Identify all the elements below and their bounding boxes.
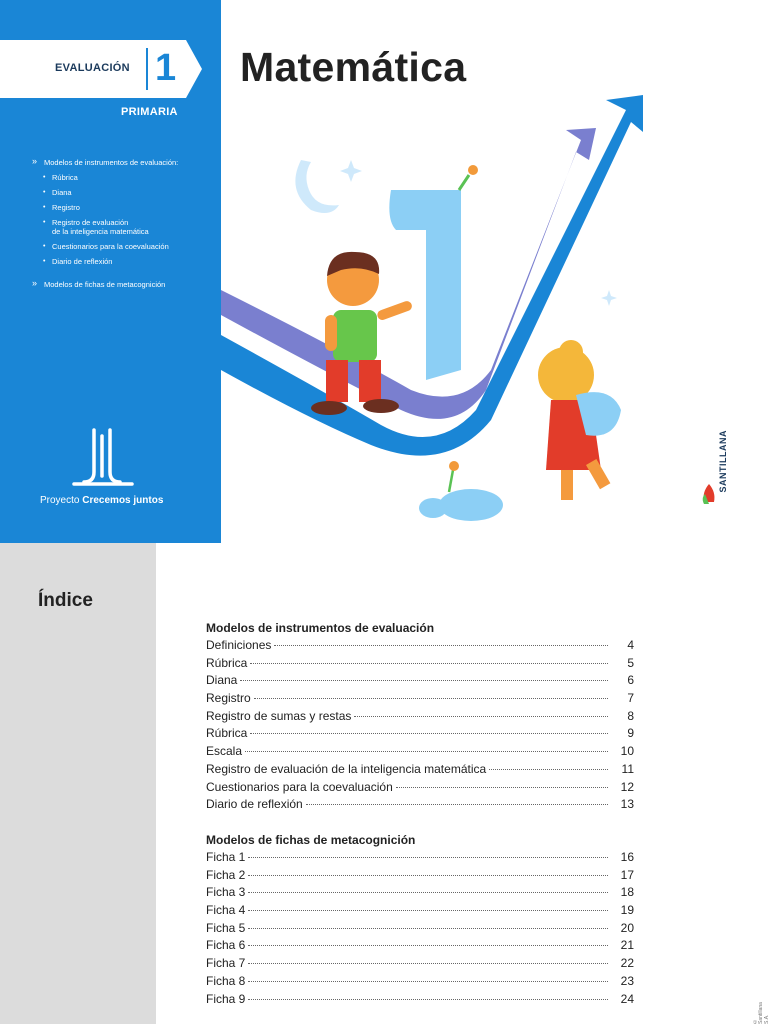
toc-row: Ficha 8 23 xyxy=(206,973,634,988)
toc-row: Ficha 5 20 xyxy=(206,920,634,935)
toc-row: Ficha 2 17 xyxy=(206,867,634,882)
sparkle-icon xyxy=(601,290,617,306)
toc-row: Escala 10 xyxy=(206,744,634,759)
copyright-notice: © Santillana S.A. xyxy=(752,1002,770,1024)
toc-row: Cuestionarios para la coevaluación 12 xyxy=(206,779,634,794)
toc-section-2 xyxy=(206,831,634,1008)
santillana-logo-icon xyxy=(700,482,718,506)
cover-section-1: » Modelos de instrumentos de evaluación: xyxy=(32,158,217,167)
cover-item: • Rúbrica xyxy=(32,173,217,182)
cover-item: • Cuestionarios para la coevaluación xyxy=(32,242,217,251)
cover-item: • Diana xyxy=(32,188,217,197)
cover-illustration xyxy=(221,90,661,530)
toc-row: Ficha 3 18 xyxy=(206,885,634,900)
tab-divider xyxy=(146,48,148,90)
cover-item: • Diario de reflexión xyxy=(32,257,217,266)
cover-item: • Registro xyxy=(32,203,217,212)
evaluation-label: EVALUACIÓN xyxy=(55,62,130,74)
toc-row: Diana 6 xyxy=(206,673,634,688)
toc-row: Ficha 6 21 xyxy=(206,938,634,953)
toc-row: Registro de evaluación de la inteligencia matemática 11 xyxy=(206,761,634,776)
subject-title: Matemática xyxy=(240,44,467,90)
cover-section-2: » Modelos de fichas de metacognición xyxy=(32,280,217,289)
toc-row: Ficha 4 19 xyxy=(206,903,634,918)
toc-row: Rúbrica 5 xyxy=(206,655,634,670)
level-label: PRIMARIA xyxy=(121,106,178,118)
crecemos-juntos-logo-icon xyxy=(72,426,134,488)
moon-icon xyxy=(295,160,339,213)
rock-shape xyxy=(439,489,503,521)
toc-row: Ficha 9 24 xyxy=(206,991,634,1006)
toc-section-1 xyxy=(206,619,634,814)
toc-row: Ficha 7 22 xyxy=(206,956,634,971)
cover-item: • Registro de evaluación xyxy=(32,218,217,227)
toc-row: Registro de sumas y restas 8 xyxy=(206,708,634,723)
girl-character xyxy=(538,340,621,500)
toc-heading: Modelos de fichas de metacognición xyxy=(206,833,416,847)
level-number: 1 xyxy=(155,47,177,89)
sparkle-icon xyxy=(340,160,362,182)
toc-row: Definiciones 4 xyxy=(206,638,634,652)
number-one-shape xyxy=(389,190,461,380)
index-title: Índice xyxy=(38,590,93,611)
toc-row: Registro 7 xyxy=(206,691,634,706)
publisher-name: SANTILLANA xyxy=(718,430,728,493)
toc-heading: Modelos de instrumentos de evaluación xyxy=(206,621,435,635)
flower-icon xyxy=(468,165,478,175)
flower-stem xyxy=(459,175,469,190)
toc-row: Ficha 1 16 xyxy=(206,850,634,864)
project-name: Proyecto Crecemos juntos xyxy=(40,495,164,506)
cover-item-continued: de la inteligencia matemática xyxy=(52,227,149,236)
rock-shape xyxy=(419,498,447,518)
index-side-column xyxy=(0,543,156,1024)
cover-contents xyxy=(32,158,217,295)
flower-icon xyxy=(449,461,459,471)
toc-row: Rúbrica 9 xyxy=(206,726,634,741)
toc-row: Diario de reflexión 13 xyxy=(206,797,634,812)
cover-panel xyxy=(0,0,221,543)
